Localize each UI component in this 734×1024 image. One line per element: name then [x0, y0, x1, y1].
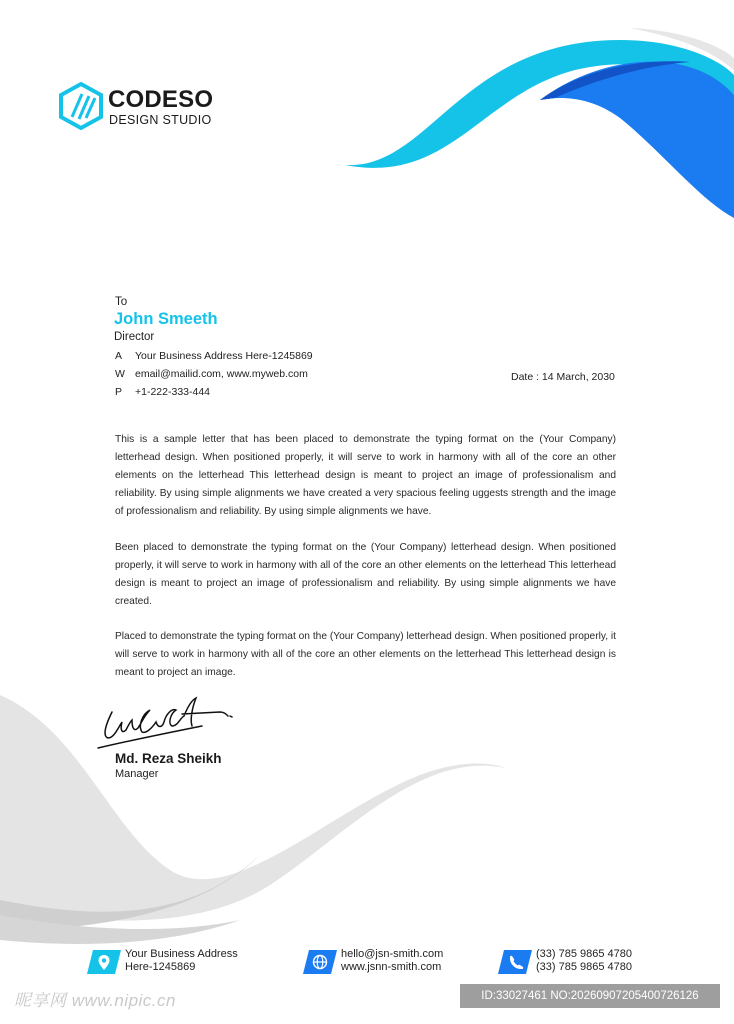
company-logo	[58, 80, 228, 132]
contact-value: +1-222-333-444	[135, 386, 211, 398]
hexagon-logo-icon	[58, 82, 104, 130]
company-name: CODESO	[108, 86, 214, 113]
contact-key: P	[115, 386, 123, 398]
company-subtitle: DESIGN STUDIO	[109, 113, 212, 127]
contact-value: Your Business Address Here-1245869	[135, 350, 313, 362]
footer-phone	[498, 948, 678, 978]
letter-date: Date : 14 March, 2030	[511, 371, 615, 383]
footer-line: Your Business Address	[125, 948, 238, 960]
body-paragraph-3: Placed to demonstrate the typing format on the (Your Company) letterhead design. When positioned properly, it will serve to work in harmony with all of the core an other elements on the letterhead This letterhead design is meant to project an image.	[115, 631, 616, 678]
contact-value: email@mailid.com, www.myweb.com	[135, 368, 308, 380]
contact-web-row	[115, 368, 308, 380]
signer-title: Manager	[115, 768, 159, 780]
location-pin-icon	[87, 950, 121, 974]
footer-line: hello@jsn-smith.com	[341, 948, 444, 960]
contact-phone-row	[115, 386, 210, 398]
body-paragraph-1: This is a sample letter that has been placed to demonstrate the typing format on the (Your Company) letterhead design. When positioned properly, it will serve to work in harmony with all of the core an other elements on the letterhead This letterhead design is meant to project an image of professionalism and reliability. By using simple alignments we have created a very spacious feeling uggests strength and the image of professionalism and reliability. By using simple alignments we have.	[115, 434, 616, 517]
recipient-name: John Smeeth	[114, 310, 218, 328]
phone-icon	[498, 950, 532, 974]
footer-line: (33) 785 9865 4780	[536, 948, 633, 960]
footer-address-text	[125, 948, 238, 974]
image-id-bar: ID:33027461 NO:20260907205400726126	[460, 984, 720, 1008]
recipient-title: Director	[114, 331, 155, 343]
globe-icon	[303, 950, 337, 974]
contact-address-row	[115, 350, 313, 362]
footer-line: www.jsnn-smith.com	[341, 961, 442, 973]
signer-name: Md. Reza Sheikh	[115, 751, 222, 766]
body-paragraph-2: Been placed to demonstrate the typing format on the (Your Company) letterhead design. When positioned properly, it will serve to work in harmony with all of the core an other elements on the letterhead This letterhead design is meant to project an image of professionalism and reliability. By using simple alignments we have created.	[115, 542, 616, 607]
handwritten-signature	[92, 692, 242, 752]
contact-key: W	[115, 368, 125, 380]
site-watermark: 昵享网 www.nipic.cn	[14, 991, 176, 1010]
to-label: To	[115, 296, 128, 308]
footer-line: (33) 785 9865 4780	[536, 961, 633, 973]
footer-line: Here-1245869	[125, 961, 196, 973]
footer-address	[87, 948, 267, 978]
footer-web-text	[341, 948, 443, 974]
footer-web	[303, 948, 483, 978]
contact-key: A	[115, 350, 123, 362]
footer-phone-text	[536, 948, 632, 974]
